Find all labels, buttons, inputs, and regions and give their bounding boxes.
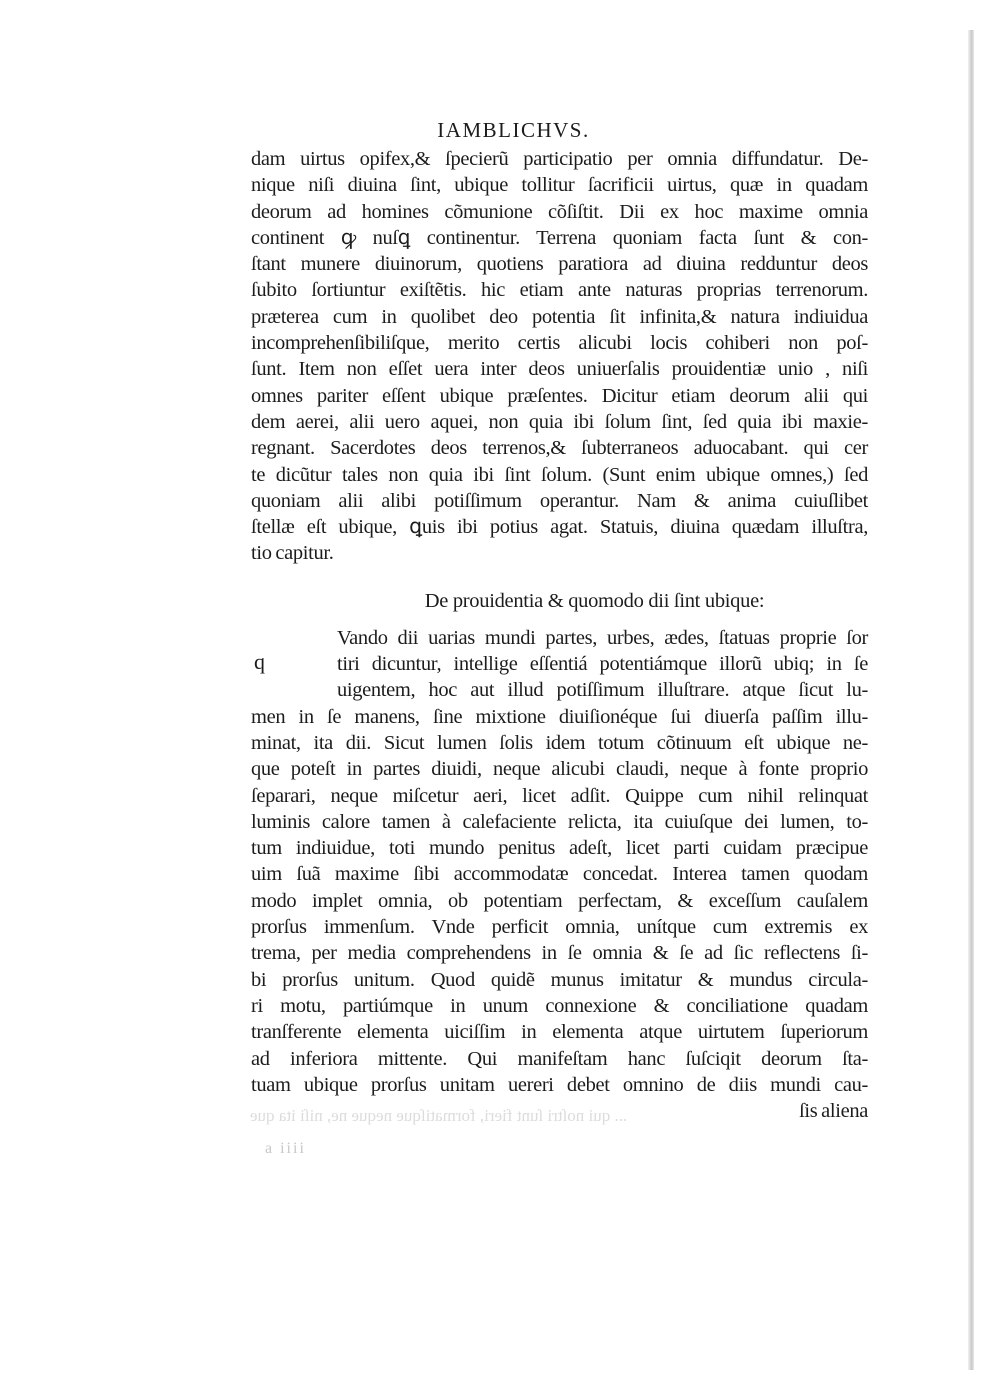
body-line: præterea cum in quolibet deo potentia ſit infinita,& natura indiuidua [251, 305, 868, 328]
body-line: uigentem, hoc aut illud potiſſimum illuſtrare. atque ſicut lu- [337, 679, 868, 702]
body-line: ſeparari, neque miſcetur aeri, licet adſit. Quippe cum nihil relinquat [251, 784, 868, 807]
body-line: ri motu, partiúmque in unum connexione & conciliatione quadam [251, 994, 868, 1017]
body-line: que poteſt in partes diuidi, neque alicubi claudi, neque à fonte proprio [251, 758, 868, 781]
body-line: men in ſe manens, ſine mixtione diuiſionéque ſui diuerſa paſſim illu- [251, 705, 868, 728]
page-edge-shadow [968, 30, 974, 1370]
body-line: ad inferiora mittente. Qui manifeſtam hanc ſuſciqit deorum ſta- [251, 1047, 868, 1070]
body-line: ſtant munere diuinorum, quotiens paratiora ad diuina redduntur deos [251, 253, 868, 276]
body-line: trema, per media comprehendens in ſe omnia & ſe ad ſic reflectens ſi- [251, 942, 868, 965]
body-line: quoniam alii alibi potiſſimum operantur. Nam & anima cuiuſlibet [251, 489, 868, 512]
bleed-through-text: ... qui noſtri ſunt fieri, formatiſque neque ne, niſi ita que [250, 1106, 628, 1125]
text-block [251, 146, 868, 1124]
body-line: uim ſuã maxime ſibi accommodatæ concedat. Interea tamen quodam [251, 863, 868, 886]
body-line: modo implet omnia, ob potentiam perfectam, & exceſſum cauſalem [251, 889, 868, 912]
body-line: te dicũtur tales non quia ibi ſint ſolum. (Sunt enim ubique omnes,) ſed [251, 463, 868, 486]
section-heading: De prouidentia & quomodo dii ſint ubique: [424, 589, 765, 612]
body-line: luminis calore tamen à calefaciente relicta, ita cuiuſque dei lumen, to- [251, 810, 868, 833]
body-line: incomprehenſibiliſque, merito certis alicubi locis cohiberi non poſ- [251, 332, 868, 355]
catchword: ſis aliena [799, 1100, 868, 1123]
body-line: nique niſi diuina ſint, ubique tollitur ſacrificii uirtus, quæ in quadam [251, 174, 868, 197]
body-line: dem aerei, alii uero aquei, non quia ibi ſolum ſint, ſed quia ibi maxie- [251, 410, 868, 433]
body-line: prorſus immenſum. Vnde perficit omnia, unítque cum extremis ex [251, 916, 868, 939]
body-line: tranſferente elementa uiciſſim in elementa atque uirtutem ſuperiorum [251, 1021, 868, 1044]
body-line: dam uirtus opifex,& ſpecierũ participatio per omnia diffundatur. De- [251, 148, 868, 170]
body-line: continent ꝙ nuſꝗ continentur. Terrena quoniam facta ſunt & con- [251, 226, 868, 249]
body-line: tiri dicuntur, intellige eſſentiá potentiámque illorũ ubiq; in ſe [337, 653, 868, 676]
drop-initial-guide-letter: q [254, 648, 265, 674]
body-line: deorum ad homines cõmunione cõſiſtit. Dii ex hoc maxime omnia [251, 200, 868, 223]
body-line: regnant. Sacerdotes deos terrenos,& ſubterraneos aduocabant. qui cer [251, 437, 868, 460]
signature-mark: a iiii [265, 1140, 306, 1157]
chapter-opening [251, 625, 868, 704]
body-line: tuam ubique prorſus unitam uereri debet omnino de diis mundi cau- [251, 1073, 868, 1096]
body-line: Vando dii uarias mundi partes, urbes, ædes, ſtatuas proprie ſor [337, 626, 868, 649]
running-head: IAMBLICHVS. [437, 118, 590, 142]
body-line: minat, ita dii. Sicut lumen ſolis idem totum cõtinuum eſt ubique ne- [251, 731, 868, 754]
body-line: omnes pariter eſſent ubique præſentes. Dicitur etiam deorum alii qui [251, 384, 868, 407]
body-line: bi prorſus unitum. Quod quidẽ munus imitatur & mundus circula- [251, 968, 868, 991]
body-line: ſtellæ eſt ubique, ꝗuis ibi potius agat. Statuis, diuina quædam illuſtra, [251, 516, 868, 539]
body-line: tum indiuidue, toti mundo penitus adeſt, licet parti cuidam præcipue [251, 837, 868, 860]
body-line: ſubito ſortiuntur exiſtẽtis. hic etiam ante naturas proprias terrenorum. [251, 279, 868, 302]
body-line: tio capitur. [251, 542, 334, 565]
body-line: ſunt. Item non eſſet uera inter deos uniuerſalis prouidentiæ unio , niſi [251, 358, 868, 381]
